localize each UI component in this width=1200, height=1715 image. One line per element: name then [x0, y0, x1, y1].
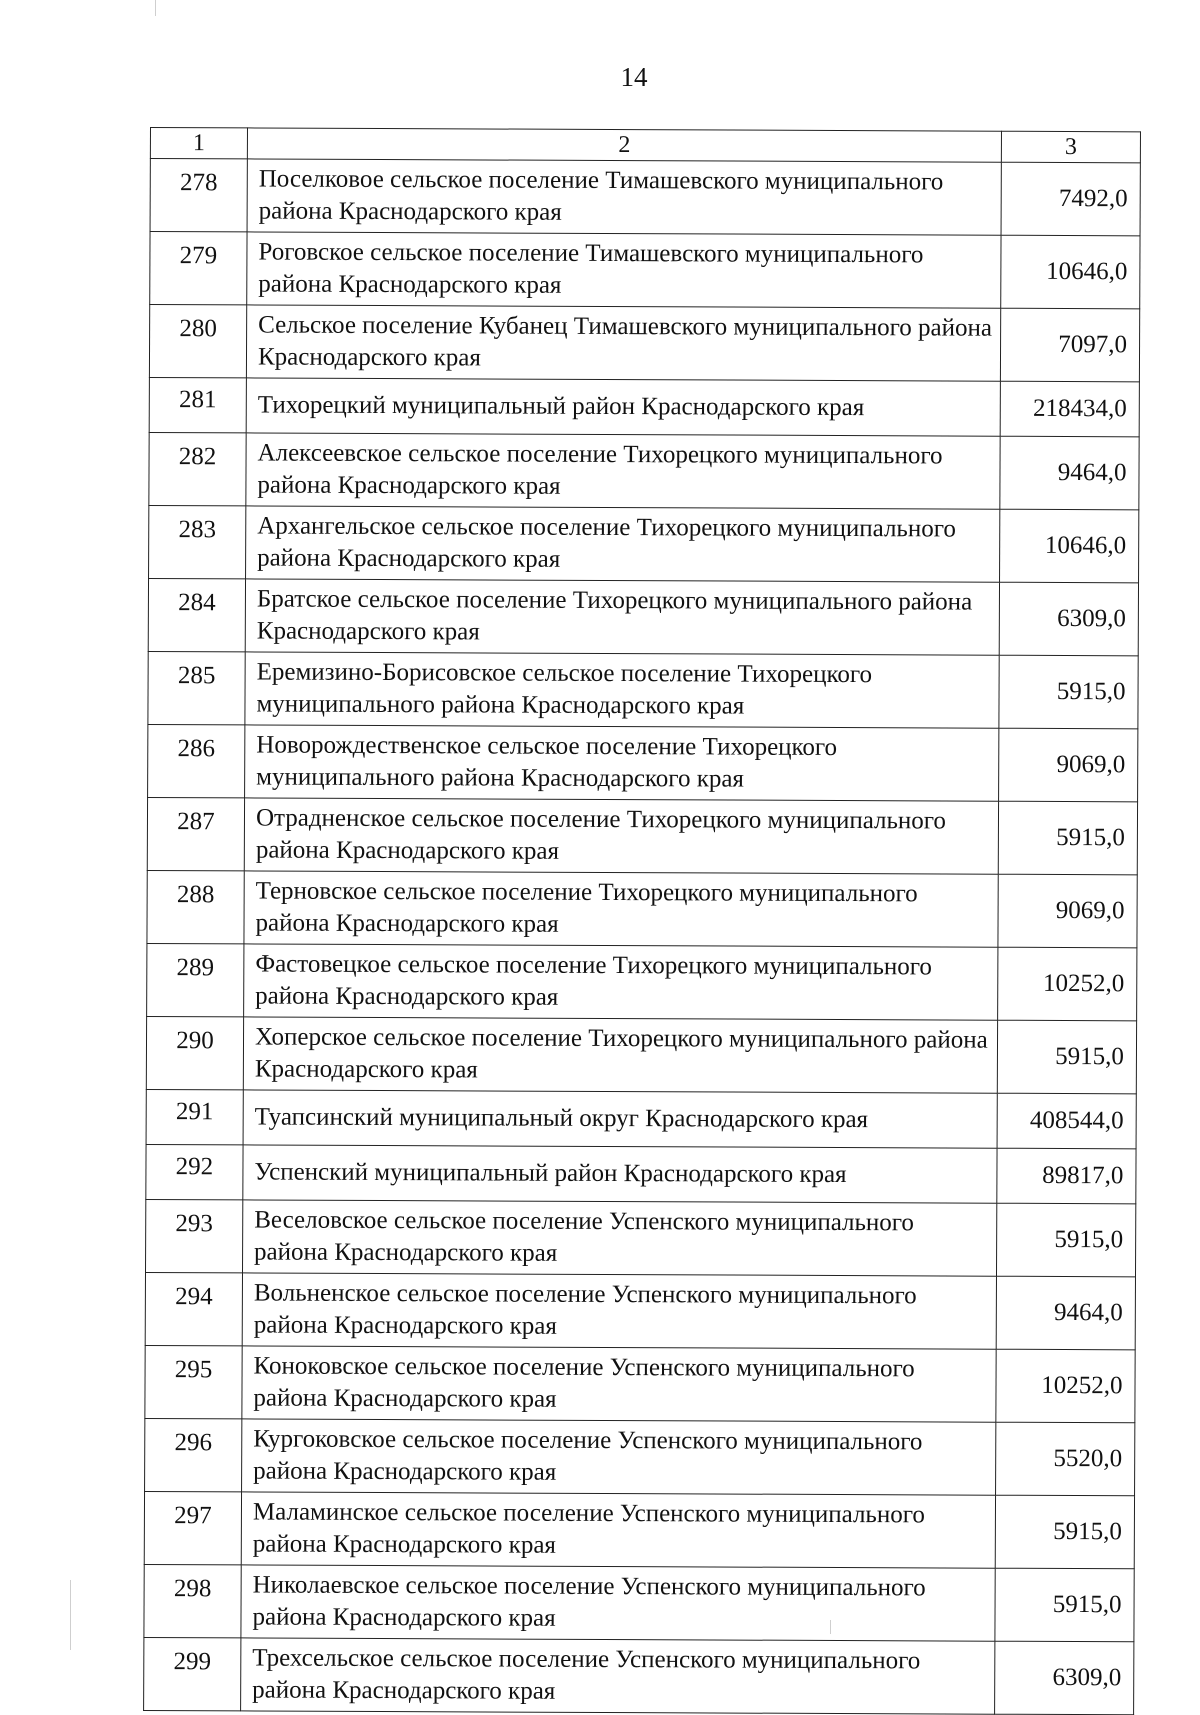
municipality-name: Поселковое сельское поселение Тимашевского муниципального района Краснодарского края	[247, 159, 1001, 235]
municipality-name: Терновское сельское поселение Тихорецкого муниципального района Краснодарского края	[244, 871, 998, 947]
row-number: 290	[146, 1016, 243, 1089]
row-number: 294	[145, 1272, 242, 1345]
allocation-amount: 10252,0	[996, 1349, 1135, 1423]
table-row	[144, 1564, 1134, 1641]
table-row	[148, 578, 1138, 655]
allocation-amount: 5915,0	[997, 1020, 1136, 1094]
municipality-name: Сельское поселение Кубанец Тимашевского муниципального района Краснодарского края	[246, 305, 1000, 381]
allocation-amount: 5915,0	[996, 1203, 1135, 1277]
allocation-amount: 10252,0	[998, 947, 1137, 1021]
allocation-amount: 5915,0	[999, 655, 1138, 729]
allocation-amount: 10646,0	[1001, 235, 1140, 309]
row-number: 291	[146, 1089, 243, 1144]
municipality-name: Туапсинский муниципальный округ Краснодарского края	[243, 1090, 997, 1148]
allocation-amount: 9464,0	[996, 1276, 1135, 1350]
allocation-amount: 5915,0	[995, 1495, 1134, 1569]
row-number: 289	[147, 943, 244, 1016]
table-row	[146, 1016, 1136, 1093]
table-row	[146, 1144, 1136, 1203]
table-row	[150, 232, 1140, 309]
municipality-name: Коноковское сельское поселение Успенского муниципального района Краснодарского края	[242, 1346, 996, 1422]
allocation-amount: 6309,0	[995, 1641, 1134, 1715]
page-number: 14	[620, 62, 648, 92]
column-header-value: 3	[1001, 131, 1140, 163]
row-number: 299	[144, 1637, 241, 1710]
municipality-name: Веселовское сельское поселение Успенского муниципального района Краснодарского края	[243, 1200, 997, 1276]
municipality-name: Архангельское сельское поселение Тихорецкого муниципального района Краснодарского края	[246, 506, 1000, 582]
table-row	[149, 377, 1139, 436]
municipality-name: Фастовецкое сельское поселение Тихорецкого муниципального района Краснодарского края	[244, 944, 998, 1020]
municipality-name: Еремизино-Борисовское сельское поселение Тихорецкого муниципального района Краснодарского края	[245, 652, 999, 728]
municipality-name: Хоперское сельское поселение Тихорецкого муниципального района Краснодарского края	[243, 1017, 997, 1093]
table-row	[147, 797, 1137, 874]
row-number: 282	[149, 432, 246, 505]
allocation-table	[143, 127, 1141, 1715]
allocation-amount: 7097,0	[1000, 308, 1139, 382]
table-row	[147, 943, 1137, 1020]
municipality-name: Маламинское сельское поселение Успенского муниципального района Краснодарского края	[241, 1492, 995, 1568]
table-body	[144, 128, 1141, 1715]
column-header-number: 1	[150, 128, 247, 159]
row-number: 295	[145, 1345, 242, 1418]
municipality-name: Тихорецкий муниципальный район Краснодарского края	[246, 378, 1000, 436]
row-number: 280	[149, 305, 246, 378]
table-row	[146, 1199, 1136, 1276]
row-number: 285	[148, 651, 245, 724]
municipality-name: Вольненское сельское поселение Успенского муниципального района Краснодарского края	[242, 1273, 996, 1349]
municipality-name: Трехсельское сельское поселение Успенского муниципального района Краснодарского края	[241, 1638, 995, 1714]
municipality-name: Отрадненское сельское поселение Тихорецкого муниципального района Краснодарского края	[244, 798, 998, 874]
scan-artifact-line	[155, 0, 156, 16]
column-header-name: 2	[247, 128, 1001, 162]
allocation-amount: 9069,0	[999, 728, 1138, 802]
table-row	[145, 1418, 1135, 1495]
allocation-amount: 89817,0	[997, 1148, 1136, 1204]
table-header-row	[150, 128, 1140, 163]
allocation-amount: 5915,0	[998, 801, 1137, 875]
allocation-amount: 7492,0	[1001, 162, 1140, 236]
table-row	[149, 305, 1139, 382]
row-number: 278	[150, 159, 247, 232]
allocation-amount: 9464,0	[1000, 436, 1139, 510]
table-row	[149, 505, 1139, 582]
row-number: 293	[146, 1199, 243, 1272]
table-row	[149, 432, 1139, 509]
municipality-name: Роговское сельское поселение Тимашевского муниципального района Краснодарского края	[247, 232, 1001, 308]
table-row	[147, 870, 1137, 947]
row-number: 297	[144, 1491, 241, 1564]
row-number: 283	[149, 505, 246, 578]
allocation-amount: 218434,0	[1000, 381, 1139, 437]
row-number: 296	[145, 1418, 242, 1491]
scan-artifact-line	[830, 1620, 831, 1634]
row-number: 292	[146, 1144, 243, 1199]
municipality-name: Алексеевское сельское поселение Тихорецкого муниципального района Краснодарского края	[246, 433, 1000, 509]
municipality-name: Кургоковское сельское поселение Успенского муниципального района Краснодарского края	[242, 1419, 996, 1495]
table-row	[150, 159, 1140, 236]
table-row	[144, 1491, 1134, 1568]
allocation-amount: 408544,0	[997, 1093, 1136, 1149]
municipality-name: Николаевское сельское поселение Успенского муниципального района Краснодарского края	[241, 1565, 995, 1641]
allocation-amount: 9069,0	[998, 874, 1137, 948]
table-row	[145, 1272, 1135, 1349]
row-number: 286	[148, 724, 245, 797]
allocation-amount: 6309,0	[999, 582, 1138, 656]
table-row	[148, 724, 1138, 801]
row-number: 287	[147, 797, 244, 870]
allocation-amount: 5915,0	[995, 1568, 1134, 1642]
table-row	[145, 1345, 1135, 1422]
row-number: 281	[149, 377, 246, 432]
municipality-name: Успенский муниципальный район Краснодарского края	[243, 1145, 997, 1203]
municipality-name: Братское сельское поселение Тихорецкого муниципального района Краснодарского края	[245, 579, 999, 655]
allocation-amount: 10646,0	[1000, 509, 1139, 583]
table-row	[146, 1089, 1136, 1148]
table-row	[144, 1637, 1134, 1714]
scan-artifact-line	[70, 1580, 71, 1650]
row-number: 279	[150, 232, 247, 305]
row-number: 284	[148, 578, 245, 651]
row-number: 288	[147, 870, 244, 943]
municipality-name: Новорождественское сельское поселение Тихорецкого муниципального района Краснодарского края	[245, 725, 999, 801]
table-row	[148, 651, 1138, 728]
allocation-amount: 5520,0	[996, 1422, 1135, 1496]
row-number: 298	[144, 1564, 241, 1637]
